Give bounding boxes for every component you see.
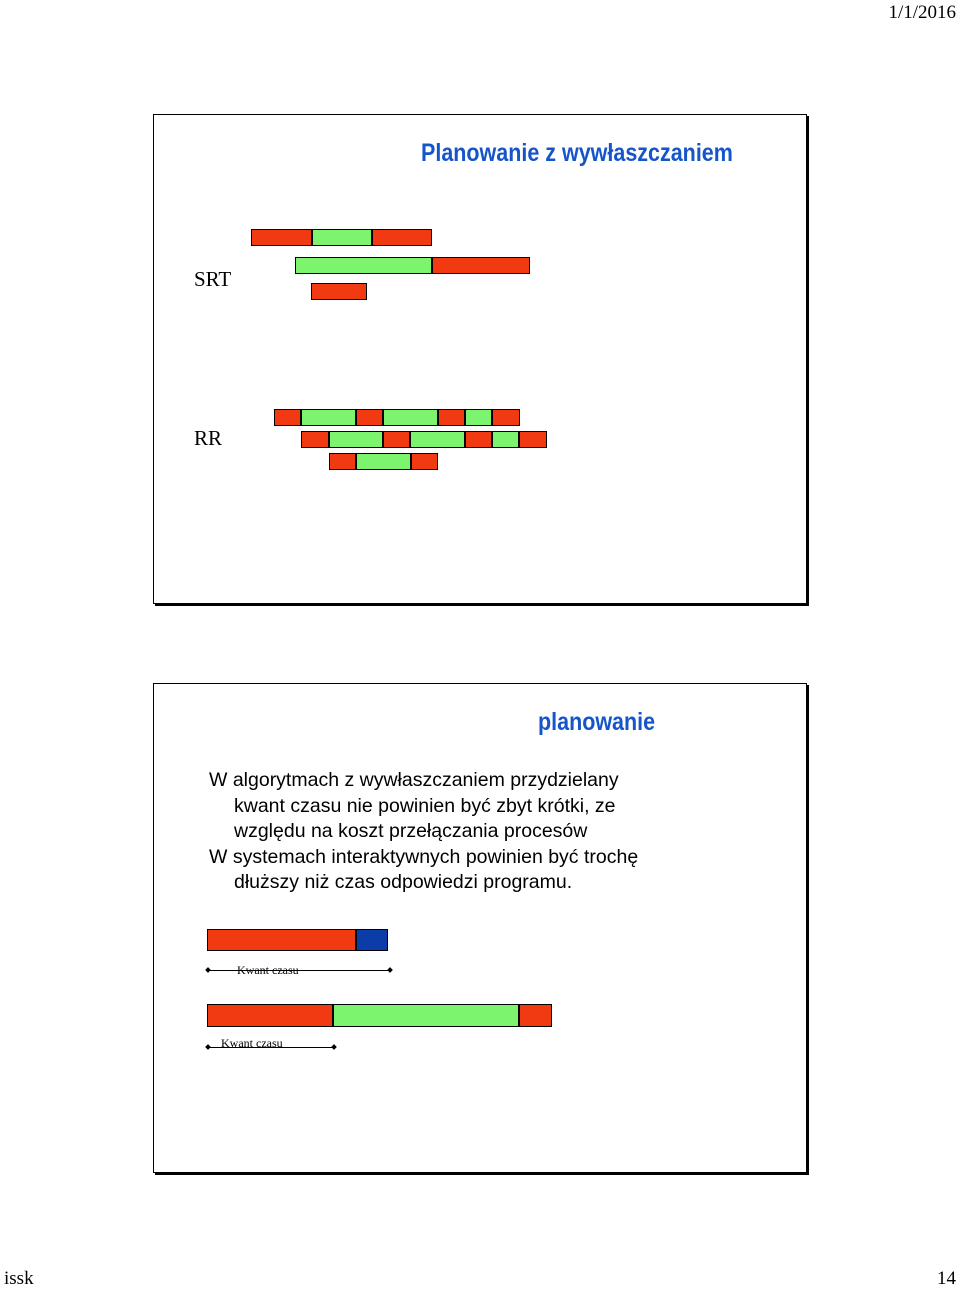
- rr-bar: [301, 431, 329, 448]
- srt-bar: [251, 229, 312, 246]
- text-line: W systemach interaktywnych powinien być trochę: [209, 845, 639, 868]
- rr-bar: [356, 453, 411, 470]
- context-switch-bar: [356, 929, 388, 951]
- rr-bar: [329, 453, 356, 470]
- text-line: kwant czasu nie powinien być zbyt krótki, ze: [234, 794, 616, 817]
- rr-bar: [438, 409, 465, 426]
- srt-bar: [312, 229, 372, 246]
- quantum-label: Kwant czasu: [237, 963, 299, 977]
- rr-bar: [411, 453, 438, 470]
- text-line: względu na koszt przełączania procesów: [234, 820, 588, 842]
- rr-bar: [383, 431, 410, 448]
- quantum-short-process-bar: [207, 929, 356, 951]
- rr-bar: [301, 409, 356, 426]
- text-line: W algorytmach z wywłaszczaniem przydzielany: [209, 769, 619, 791]
- footer-left: issk: [4, 1268, 34, 1289]
- rr-bar: [492, 409, 520, 426]
- rr-bar: [519, 431, 547, 448]
- srt-bar: [432, 257, 530, 274]
- slide-planowanie: [153, 683, 807, 1173]
- quantum-long-process-bar: [207, 1004, 333, 1027]
- quantum-label: Kwant czasu: [221, 1036, 283, 1050]
- srt-bar: [372, 229, 432, 246]
- rr-bar: [274, 409, 301, 426]
- rr-bar: [383, 409, 438, 426]
- rr-bar: [492, 431, 519, 448]
- paragraph-1: [209, 768, 638, 845]
- rr-bar: [356, 409, 383, 426]
- quantum-long-process-bar: [333, 1004, 519, 1027]
- srt-bar: [311, 283, 367, 300]
- header-date: 1/1/2016: [888, 2, 956, 23]
- body-text: [209, 768, 638, 896]
- quantum-long-process-bar: [519, 1004, 552, 1027]
- rr-bar: [465, 431, 492, 448]
- paragraph-2: [209, 845, 638, 896]
- rr-label: RR: [194, 426, 223, 450]
- slide-title: Planowanie z wywłaszczaniem: [421, 139, 733, 167]
- slide-srt-rr: [153, 114, 807, 604]
- rr-bar: [329, 431, 383, 448]
- srt-label: SRT: [194, 267, 232, 291]
- text-line: dłuższy niż czas odpowiedzi programu.: [234, 871, 573, 893]
- quantum-arrow: [208, 970, 390, 971]
- rr-bar: [465, 409, 492, 426]
- rr-bar: [410, 431, 465, 448]
- slide-title: planowanie: [538, 708, 656, 736]
- srt-bar: [295, 257, 432, 274]
- page-number: 14: [937, 1268, 956, 1289]
